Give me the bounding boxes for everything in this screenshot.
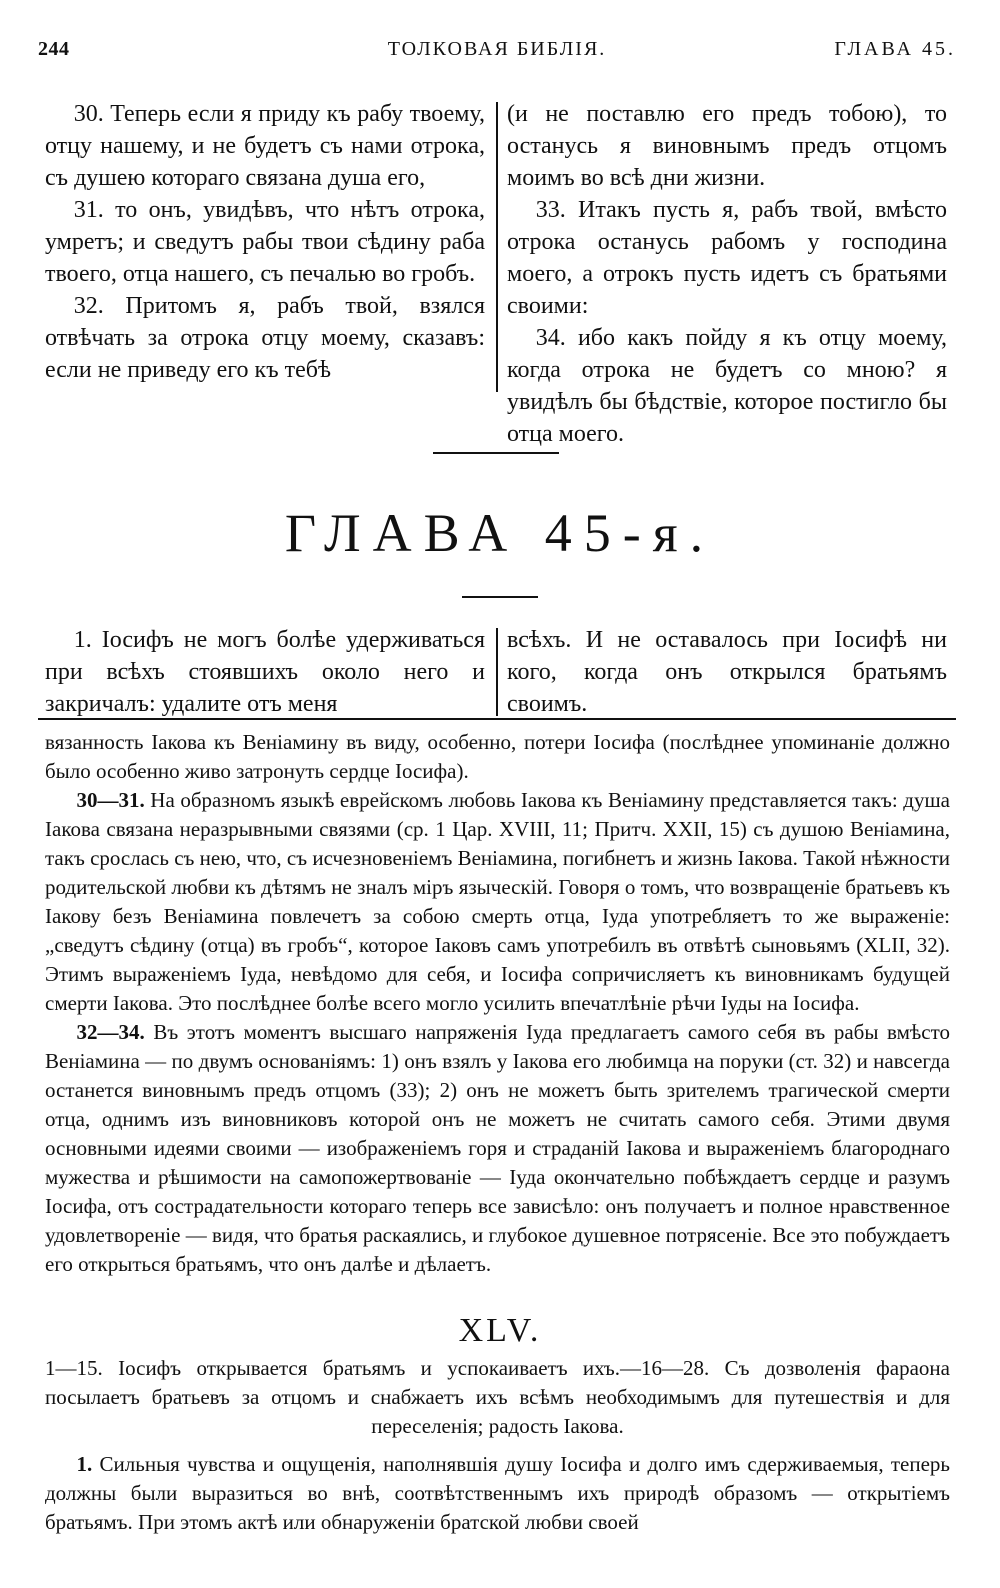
chapter-heading: ГЛАВА 45-я. (284, 503, 716, 563)
verse-1-cont: всѣхъ. И не оставалось при Іосифѣ ни кого, когда онъ открылся братьямъ своимъ. (507, 627, 947, 717)
footnote-rule (38, 718, 956, 720)
chapter-label: ГЛАВА 45. (834, 38, 956, 60)
commentary-paragraph: 30—31. На образномъ языкѣ еврейскомъ любовь Іакова къ Веніамину представляется такъ: душа Іакова связана неразрывными связями (ср. 1 Цар. XVIII, 11; Притч. XXII, 15) съ душою Веніамина, такъ срослась съ нею, что, съ исчезновеніемъ Веніамина, погибнетъ и жизнь Іакова. Такой нѣжности родительской любви къ дѣтямъ не зналъ міръ языческій. Говоря о томъ, что возвращеніе братьевъ къ Іакову безъ Веніамина повлечетъ за собою смерть отца, Іуда употребляетъ то же выраженіе: „сведутъ сѣдину (отца) въ гробъ“, которое Іаковъ самъ употребилъ въ отвѣтѣ сыновьямъ (XLII, 32). Этимъ выраженіемъ Іуда, невѣдомо для себя, и Іосифа сопричисляетъ къ виновникамъ будущей смерти Іакова. Это послѣднее болѣе всего могло усилить впечатлѣніе рѣчи Іуды на Іосифа. (45, 788, 950, 1015)
section-divider-top (433, 452, 559, 454)
verse-reference: 1. (76, 1452, 93, 1476)
section-heading: XLV. (458, 1312, 542, 1349)
commentary-continuation (45, 1450, 950, 1537)
running-title: ТОЛКОВАЯ БИБЛІЯ. (387, 38, 607, 60)
left-column (45, 98, 485, 386)
verse-33: 33. Итакъ пусть я, рабъ твой, вмѣсто отрока останусь рабомъ у господина моего, а отрокъ пусть идетъ съ братьями своими: (507, 197, 947, 319)
verse-31: 31. то онъ, увидѣвъ, что нѣтъ отрока, умретъ; и сведутъ рабы твои сѣдину раба твоего, отца нашего, съ печалью во гробъ. (45, 197, 485, 287)
verse-reference: 30—31. (76, 788, 145, 812)
chapter-summary: 1—15. Іосифъ открывается братьямъ и успокаиваетъ ихъ.—16—28. Съ дозволенія фараона посылаетъ братьевъ за отцомъ и снабжаетъ ихъ всѣмъ необходимымъ для путешествія и для переселенія; радость Іакова. (45, 1356, 950, 1438)
verse-1: 1. Іосифъ не могъ болѣе удерживаться при всѣхъ стоявшихъ около него и закричалъ: удалите отъ меня (45, 627, 485, 717)
commentary-paragraph: 32—34. Въ этотъ моментъ высшаго напряженія Іуда предлагаетъ самого себя въ рабы вмѣсто Веніамина — по двумъ основаніямъ: 1) онъ взялъ у Іакова его любимца на поруки (ст. 32) и навсегда останется виновнымъ предъ отцомъ (33); 2) онъ не можетъ быть зрителемъ трагической смерти отца, однимъ изъ виновниковъ которой онъ не можетъ не считать самого себя. Этими двумя основными идеями своими — изображеніемъ горя и страданій Іакова и выраженіемъ благороднаго мужества и рѣшимости на самопожертвованіе — Іуда окончательно побѣждаетъ сердце и разумъ Іосифа, отъ сострадательности котораго теперь все зависѣло: онъ получаетъ и полное нравственное удовлетвореніе — видя, что братья раскаялись, и глубокое душевное потрясеніе. Все это побуждаетъ его открыться братьямъ, что онъ далѣе и дѣлаетъ. (45, 1020, 950, 1276)
commentary (45, 728, 950, 1279)
page-number: 244 (38, 38, 70, 60)
right-column (507, 624, 947, 720)
commentary-paragraph: 1. Сильныя чувства и ощущенія, наполнявшія душу Іосифа и долго имъ сдерживаемыя, теперь должны были выразиться во внѣ, соотвѣтственнымъ ихъ природѣ образомъ — открытіемъ братьямъ. При этомъ актѣ или обнаруженіи братской любви своей (45, 1452, 950, 1534)
verse-columns-top (45, 98, 950, 447)
verse-32-cont: (и не поставлю его предъ тобою), то останусь я виновнымъ предъ отцомъ моимъ во всѣ дни жизни. (507, 101, 947, 191)
column-divider (496, 102, 498, 392)
section-divider-mid (462, 596, 538, 598)
verse-reference: 32—34. (76, 1020, 145, 1044)
column-divider (496, 628, 498, 716)
page-header (38, 38, 956, 78)
verse-34: 34. ибо какъ пойду я къ отцу моему, когда отрока не будетъ со мною? я увидѣлъ бы бѣдствіе, которое постигло бы отца моего. (507, 325, 947, 447)
left-column (45, 624, 485, 720)
commentary-paragraph: вязанность Іакова къ Веніамину въ виду, особенно, потери Іосифа (послѣднее упоминаніе должно было особенно живо затронуть сердце Іосифа). (45, 730, 950, 783)
verse-30: 30. Теперь если я приду къ рабу твоему, отцу нашему, и не будетъ съ нами отрока, съ душею котораго связана душа его, (45, 101, 485, 191)
verse-32: 32. Притомъ я, рабъ твой, взялся отвѣчать за отрока отцу моему, сказавъ: если не приведу его къ тебѣ (45, 293, 485, 383)
verse-columns-chapter (45, 624, 950, 717)
right-column (507, 98, 947, 450)
